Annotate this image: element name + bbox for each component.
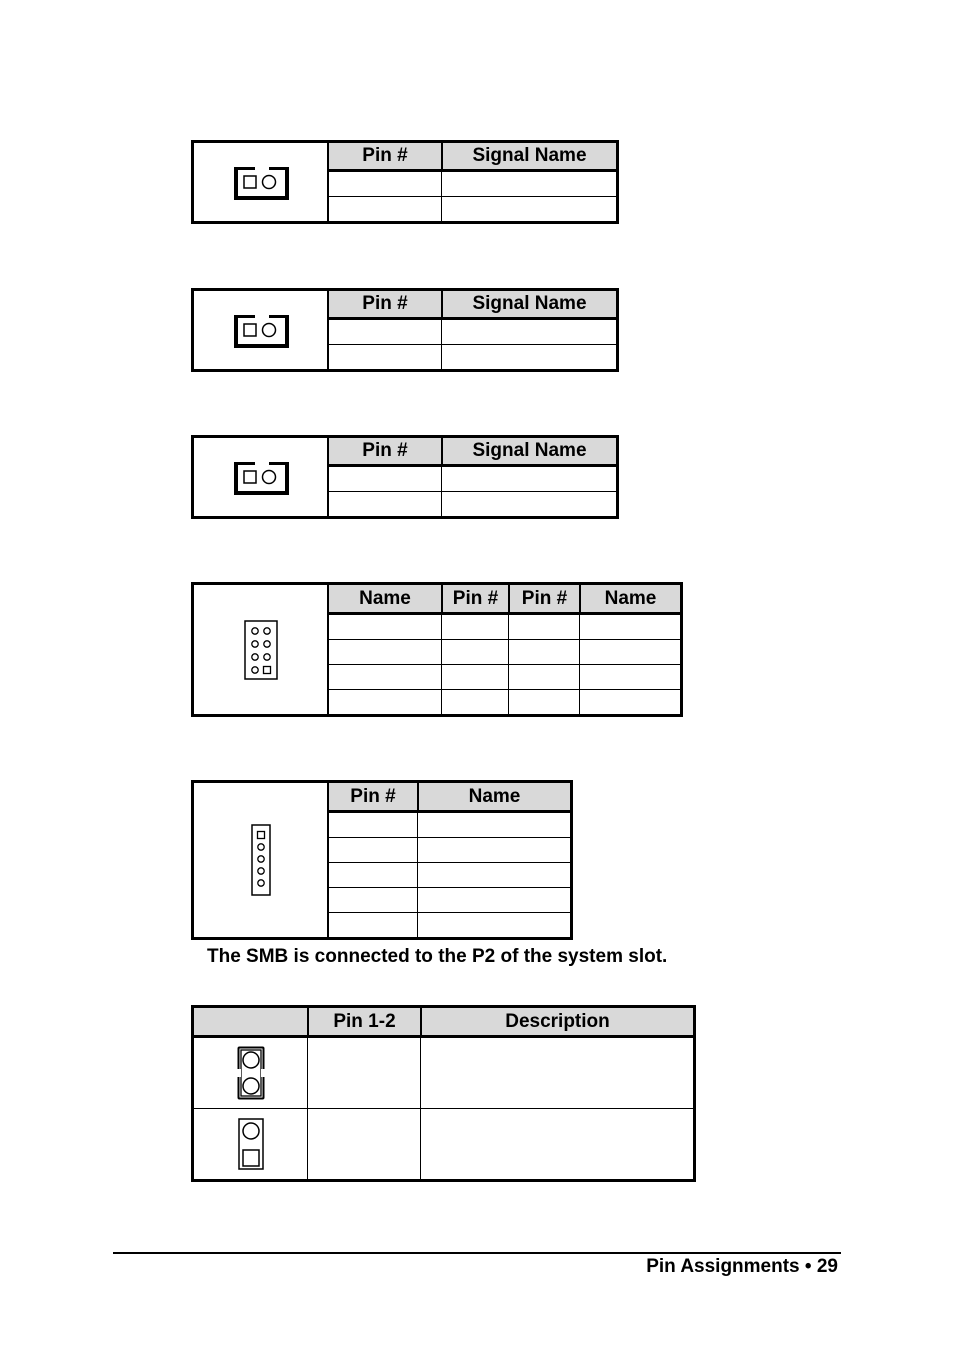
footer-bullet: • [804,1256,812,1277]
table-row [329,196,616,221]
smb-note: The SMB is connected to the P2 of the system slot. [207,946,668,967]
header-name-left: Name [359,587,411,609]
header-pin-left: Pin # [441,585,508,612]
header-pin-right: Pin # [508,585,579,612]
connector-2pin-icon [194,143,329,221]
table-row [329,912,570,937]
table-row [329,837,570,862]
pin-table-4 [191,582,683,717]
header-8pin-icon [194,585,329,714]
table-row [329,466,616,491]
page-number: 29 [816,1256,838,1277]
header-pin: Pin # [362,440,408,461]
footer-section: Pin Assignments [646,1256,800,1277]
header-5pin-icon [194,783,329,937]
footer-divider [113,1252,841,1254]
table-row [329,664,680,689]
table-row [329,689,680,714]
table-row [329,862,570,887]
jumper-table [191,1005,696,1182]
pin-table-1 [191,140,619,224]
header-name-right: Name [579,585,680,612]
jumper-setting [307,1109,420,1179]
header-signal-name: Signal Name [441,438,616,464]
table-row [329,812,570,837]
table-row [194,1037,693,1108]
header-signal-name: Signal Name [441,143,616,169]
table-row [329,344,616,369]
page-footer [646,1256,838,1278]
table-row [329,614,680,639]
jumper-description [420,1038,693,1108]
header-pin-1-2: Pin 1-2 [307,1008,420,1035]
pin-table-3 [191,435,619,519]
header-pin: Pin # [350,785,396,807]
pin-table-2 [191,288,619,372]
jumper-description [420,1109,693,1179]
table-row [329,171,616,196]
table-row [329,639,680,664]
header-description: Description [420,1008,693,1035]
jumper-closed-icon [194,1038,307,1108]
connector-2pin-icon [194,438,329,516]
pin-table-5 [191,780,573,940]
jumper-setting [307,1038,420,1108]
table-row [329,887,570,912]
connector-2pin-icon [194,291,329,369]
jumper-open-icon [194,1109,307,1179]
table-row [329,319,616,344]
table-row [329,491,616,516]
header-pin: Pin # [362,145,408,166]
table-row [194,1108,693,1179]
header-signal-name: Signal Name [441,291,616,317]
header-name: Name [417,783,570,810]
header-pin: Pin # [362,293,408,314]
header-blank [194,1008,307,1035]
